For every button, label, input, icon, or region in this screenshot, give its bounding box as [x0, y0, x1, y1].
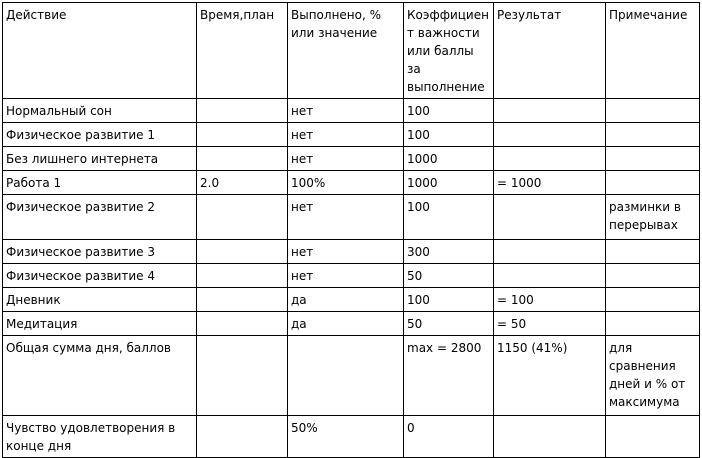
table-row [3, 288, 700, 312]
cell-action: Работа 1 [3, 171, 197, 195]
cell-result [494, 240, 606, 264]
cell-coefficient: 0 [404, 416, 494, 458]
cell-coefficient: max = 2800 [404, 336, 494, 416]
cell-action: Физическое развитие 4 [3, 264, 197, 288]
cell-note [606, 288, 700, 312]
cell-result [494, 147, 606, 171]
cell-result [494, 99, 606, 123]
cell-coefficient: 1000 [404, 147, 494, 171]
header-note: Примечание [606, 3, 700, 99]
cell-time [197, 288, 288, 312]
cell-coefficient: 100 [404, 288, 494, 312]
cell-time [197, 123, 288, 147]
cell-done: 50% [288, 416, 404, 458]
header-result: Результат [494, 3, 606, 99]
cell-time [197, 147, 288, 171]
cell-note: разминки в перерывах [606, 195, 700, 240]
cell-note [606, 123, 700, 147]
table-row [3, 416, 700, 458]
plan-table [2, 2, 700, 458]
cell-coefficient: 50 [404, 264, 494, 288]
cell-time [197, 195, 288, 240]
cell-note: для сравнения дней и % от максимума [606, 336, 700, 416]
cell-action: Медитация [3, 312, 197, 336]
cell-coefficient: 300 [404, 240, 494, 264]
cell-done [288, 336, 404, 416]
cell-coefficient: 100 [404, 123, 494, 147]
cell-time [197, 264, 288, 288]
cell-result [494, 416, 606, 458]
cell-time [197, 416, 288, 458]
cell-time [197, 240, 288, 264]
cell-done: нет [288, 147, 404, 171]
cell-coefficient: 50 [404, 312, 494, 336]
cell-done: нет [288, 240, 404, 264]
header-row [3, 3, 700, 99]
cell-action: Физическое развитие 1 [3, 123, 197, 147]
cell-result: = 1000 [494, 171, 606, 195]
cell-time: 2.0 [197, 171, 288, 195]
cell-note [606, 240, 700, 264]
table-row [3, 99, 700, 123]
cell-time [197, 99, 288, 123]
cell-note [606, 264, 700, 288]
table-row [3, 312, 700, 336]
cell-time [197, 312, 288, 336]
cell-done: 100% [288, 171, 404, 195]
table-row [3, 147, 700, 171]
table-row [3, 171, 700, 195]
cell-result: 1150 (41%) [494, 336, 606, 416]
cell-done: нет [288, 99, 404, 123]
cell-action: Чувство удовлетворения в конце дня [3, 416, 197, 458]
cell-result [494, 264, 606, 288]
header-done: Выполнено, % или значение [288, 3, 404, 99]
cell-action: Физическое развитие 3 [3, 240, 197, 264]
cell-time [197, 336, 288, 416]
table-row [3, 195, 700, 240]
table-row [3, 123, 700, 147]
cell-coefficient: 100 [404, 99, 494, 123]
cell-done: нет [288, 195, 404, 240]
header-time: Время,план [197, 3, 288, 99]
table-row [3, 264, 700, 288]
header-coefficient: Коэффициент важности или баллы за выполнение [404, 3, 494, 99]
cell-result [494, 123, 606, 147]
cell-coefficient: 100 [404, 195, 494, 240]
cell-done: нет [288, 264, 404, 288]
cell-action: Общая сумма дня, баллов [3, 336, 197, 416]
cell-done: да [288, 312, 404, 336]
cell-action: Физическое развитие 2 [3, 195, 197, 240]
cell-done: да [288, 288, 404, 312]
table-row [3, 240, 700, 264]
cell-result: = 100 [494, 288, 606, 312]
cell-result [494, 195, 606, 240]
cell-done: нет [288, 123, 404, 147]
cell-note [606, 99, 700, 123]
cell-action: Дневник [3, 288, 197, 312]
cell-coefficient: 1000 [404, 171, 494, 195]
cell-result: = 50 [494, 312, 606, 336]
cell-action: Нормальный сон [3, 99, 197, 123]
cell-note [606, 312, 700, 336]
table-row [3, 336, 700, 416]
cell-action: Без лишнего интернета [3, 147, 197, 171]
cell-note [606, 416, 700, 458]
cell-note [606, 171, 700, 195]
header-action: Действие [3, 3, 197, 99]
cell-note [606, 147, 700, 171]
